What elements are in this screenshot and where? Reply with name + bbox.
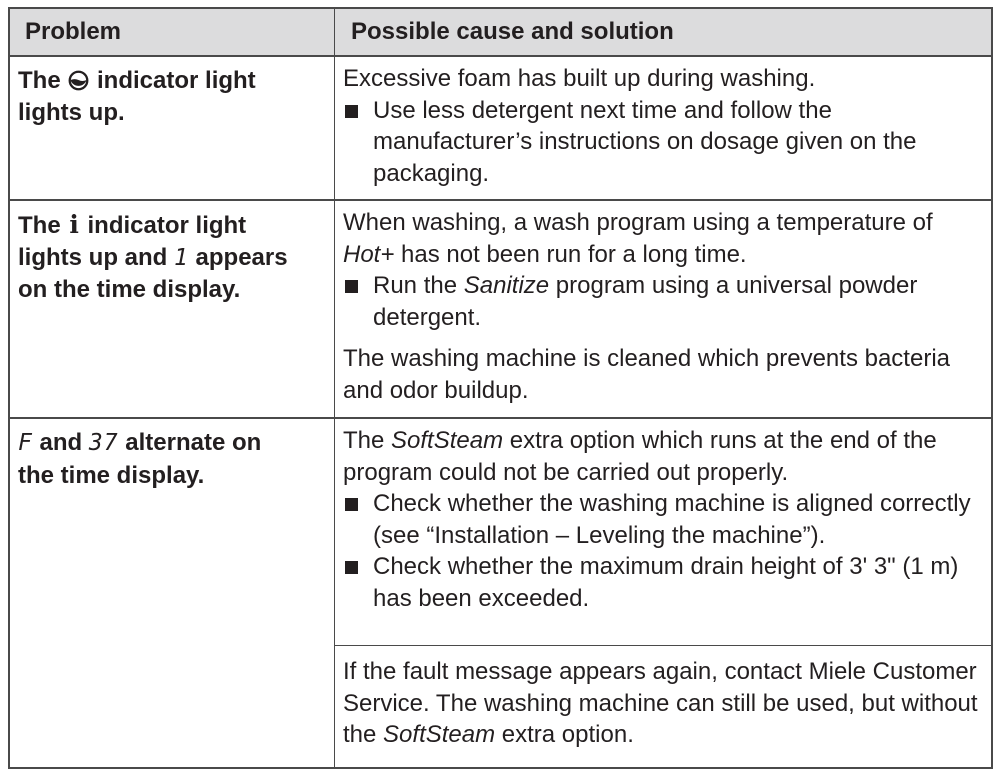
foam-indicator-icon — [68, 70, 89, 91]
solution-cell — [335, 201, 991, 417]
bullet-square-icon — [343, 270, 373, 333]
bullet-square-icon — [343, 95, 373, 190]
cause-text: Excessive foam has built up during washing. — [343, 65, 816, 92]
table-row — [10, 55, 991, 199]
note-text: The washing machine is cleaned which prevents bacteria and odor buildup. — [343, 345, 950, 404]
table-row — [10, 417, 991, 767]
info-indicator-icon: i — [69, 210, 79, 239]
note-text: If the fault message appears again, contact Miele Customer Service. The washing machine can still be used, but without the SoftSteam extra option. — [343, 658, 978, 748]
cause-text: The SoftSteam extra option which runs at the end of the program could not be carried out properly. — [343, 427, 937, 486]
header-problem: Problem — [10, 9, 335, 55]
header-solution: Possible cause and solution — [351, 18, 674, 45]
solution-cell — [335, 419, 991, 767]
display-code: 1 — [174, 244, 189, 271]
troubleshooting-table — [8, 7, 993, 769]
table-header-row — [10, 9, 991, 55]
solution-block — [335, 57, 991, 195]
bullet-item: Use less detergent next time and follow the manufacturer’s instructions on dosage given on the packaging. — [343, 95, 981, 190]
table-row — [10, 199, 991, 417]
solution-note-block — [335, 645, 991, 767]
bullet-item: Run the Sanitize program using a universal powder detergent. — [343, 270, 981, 333]
solution-cell — [335, 57, 991, 199]
display-code-37: 37 — [88, 430, 119, 456]
bullet-square-icon — [343, 551, 373, 614]
bullet-square-icon — [343, 488, 373, 551]
bullet-item: Check whether the maximum drain height of 3' 3" (1 m) has been exceeded. — [343, 551, 981, 614]
bullet-item: Check whether the washing machine is aligned correctly (see “Installation – Leveling the machine”). — [343, 488, 981, 551]
solution-note-block — [335, 339, 991, 412]
problem-cell: F and 37 alternate on the time display. — [10, 419, 335, 767]
display-code-f: F — [18, 430, 33, 456]
cause-text: When washing, a wash program using a temperature of Hot+ has not been run for a long time. — [343, 209, 933, 268]
problem-cell: The i indicator light lights up and 1 appears on the time display. — [10, 201, 335, 417]
solution-block — [335, 201, 991, 339]
problem-cell: The indicator light lights up. — [10, 57, 335, 199]
solution-block — [335, 419, 991, 645]
